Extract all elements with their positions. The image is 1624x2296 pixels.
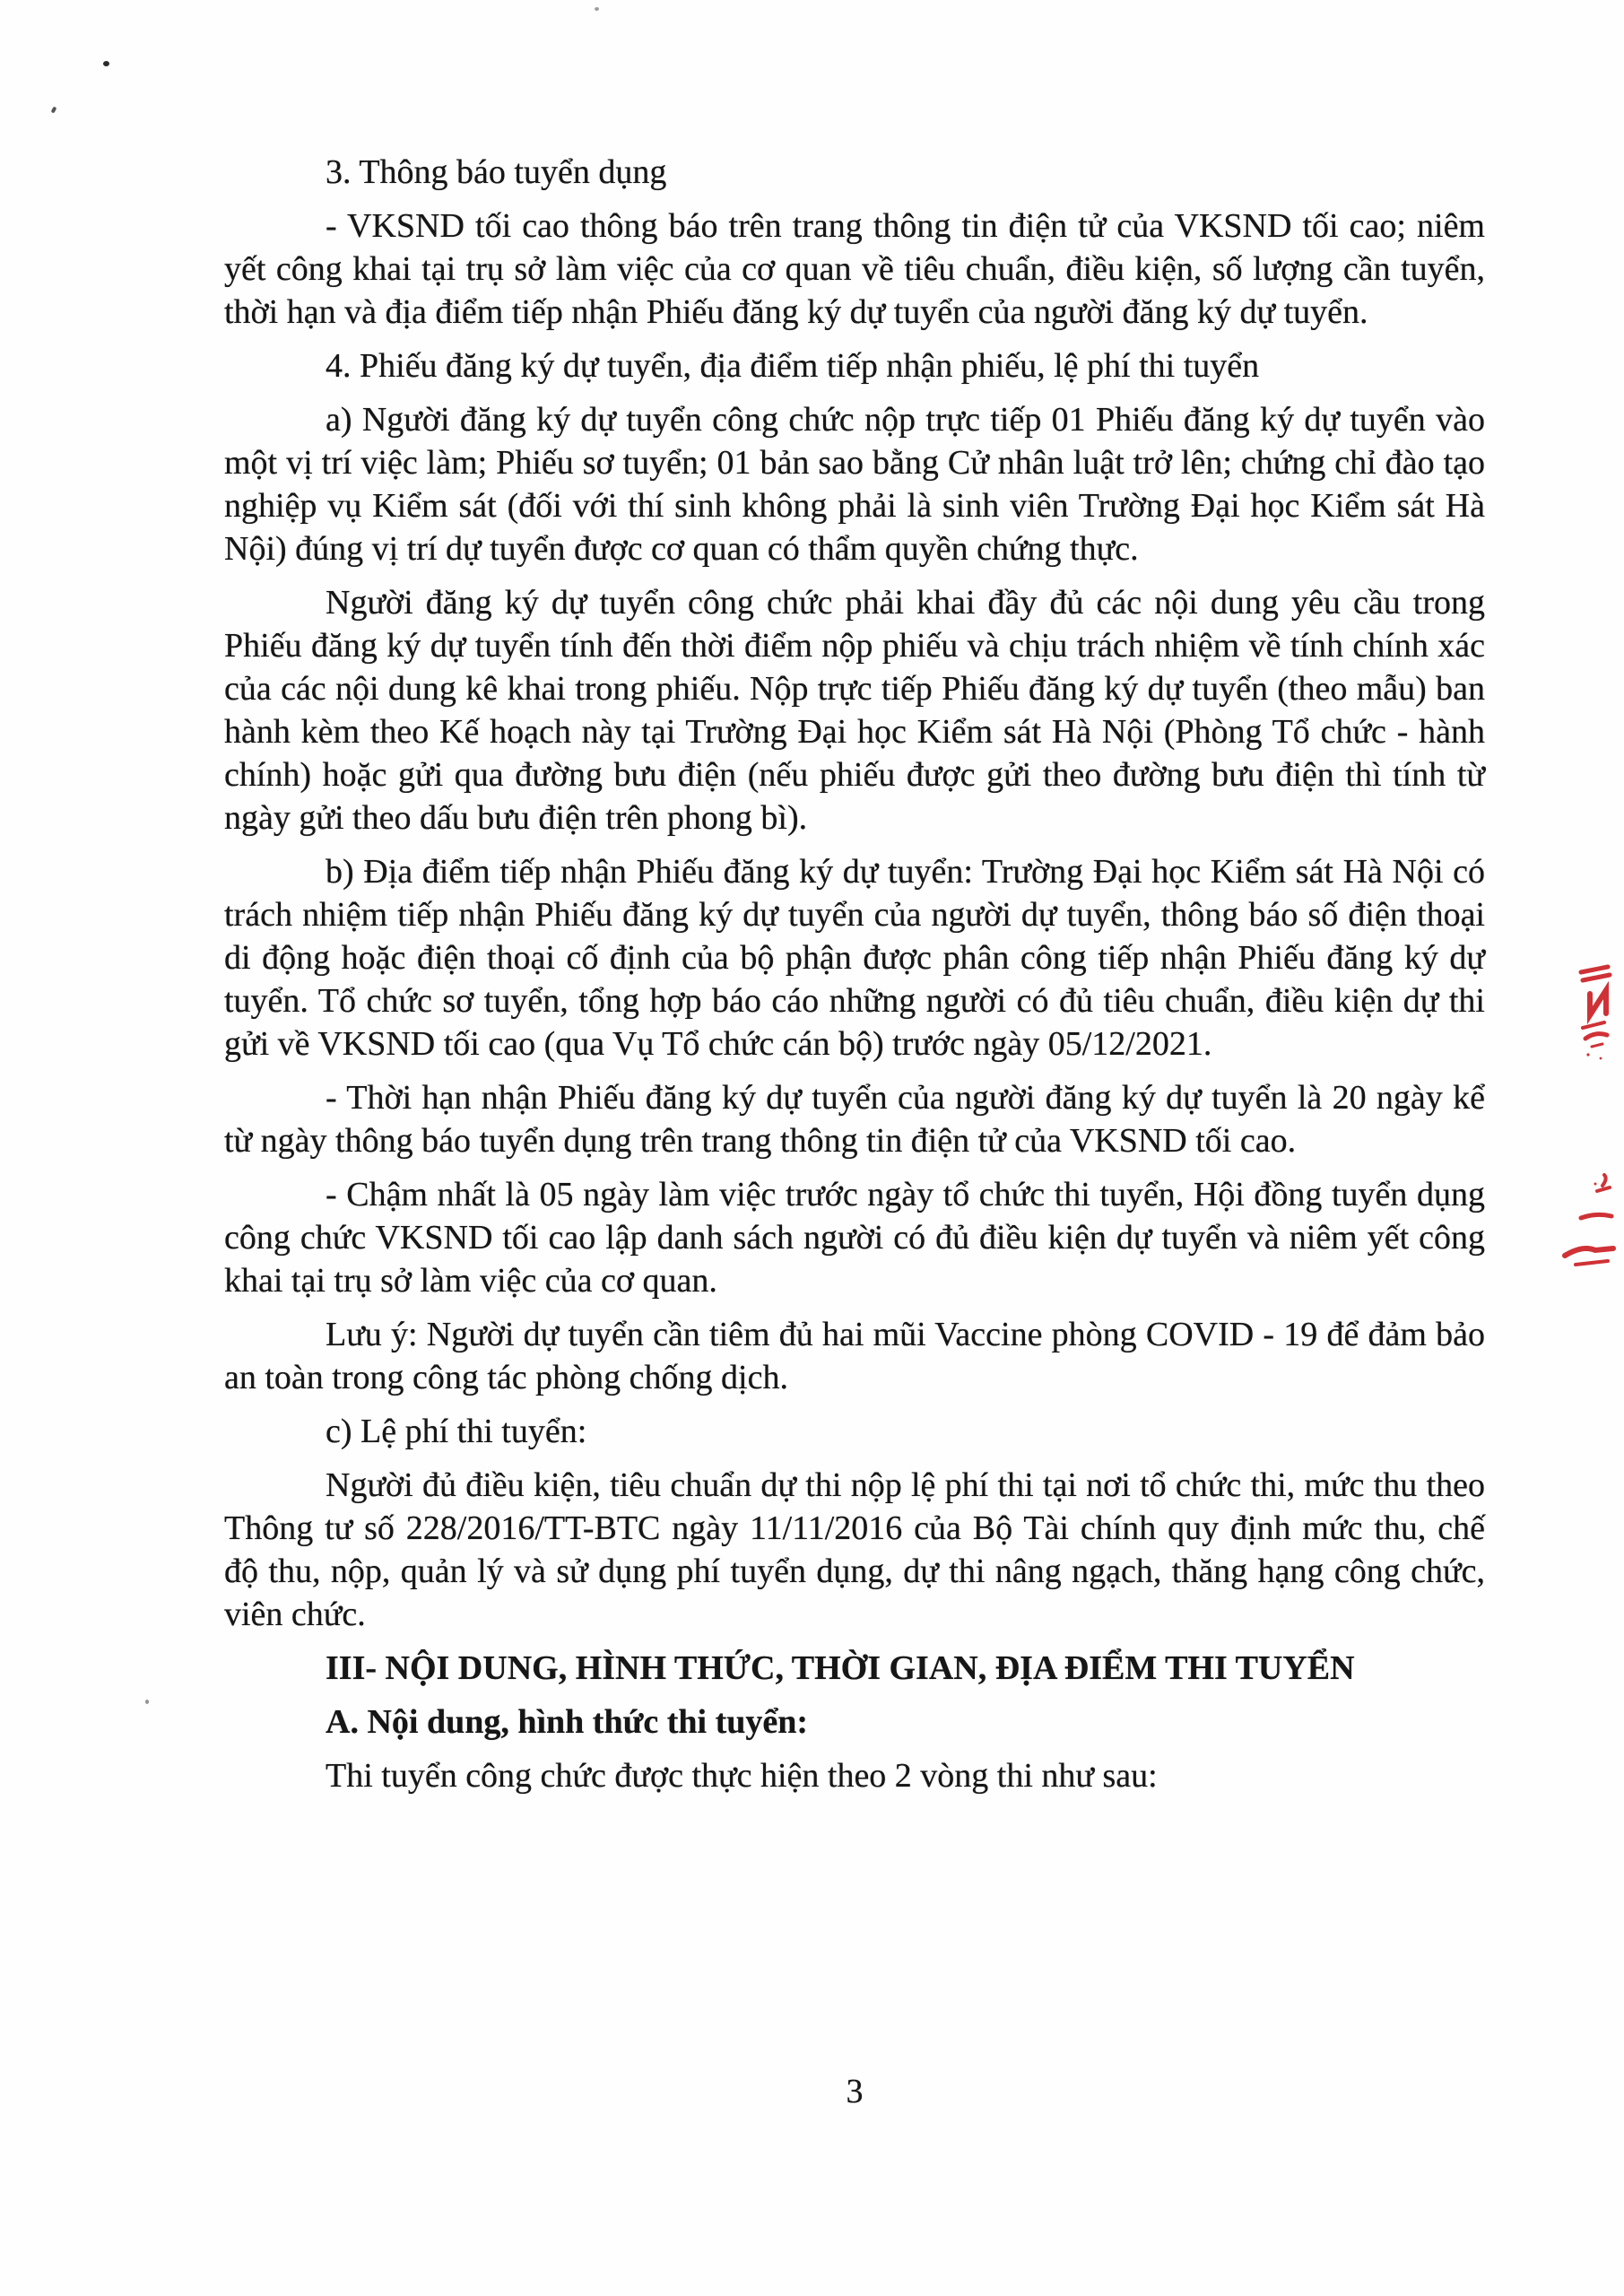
heading-section-3-notification: 3. Thông báo tuyển dụng: [326, 153, 667, 191]
para-vksnd-announcement: - VKSND tối cao thông báo trên trang thông tin điện tử của VKSND tối cao; niêm yết công khai tại trụ sở làm việc của cơ quan về tiêu chuẩn, điều kiện, số lượng cần tuyển, thời hạn và địa điểm tiếp nhận Phiếu đăng ký dự tuyển của người đăng ký dự tuyển.: [224, 207, 1485, 331]
heading-a-exam-content: A. Nội dung, hình thức thi tuyển:: [326, 1703, 809, 1741]
para-note-vaccine: Lưu ý: Người dự tuyển cần tiêm đủ hai mũi Vaccine phòng COVID - 19 để đảm bảo an toàn trong công tác phòng chống dịch.: [224, 1316, 1485, 1396]
scan-speck: [145, 1700, 149, 1704]
red-margin-scribble-lower: [1565, 1175, 1613, 1265]
para-b-receiving-location: b) Địa điểm tiếp nhận Phiếu đăng ký dự tuyển: Trường Đại học Kiểm sát Hà Nội có trách nhiệm tiếp nhận Phiếu đăng ký dự tuyển của người dự tuyển, thông báo số điện thoại di động hoặc điện thoại cố định của bộ phận được phân công tiếp nhận Phiếu đăng ký dự tuyển. Tổ chức sơ tuyển, tổng hợp báo cáo những người có đủ tiêu chuẩn, điều kiện dự thi gửi về VKSND tối cao (qua Vụ Tổ chức cán bộ) trước ngày 05/12/2021.: [224, 853, 1485, 1063]
para-two-rounds: Thi tuyển công chức được thực hiện theo 2 vòng thi như sau:: [326, 1757, 1158, 1795]
red-margin-scribble-upper: [1581, 967, 1610, 1059]
para-a-application-documents: a) Người đăng ký dự tuyển công chức nộp trực tiếp 01 Phiếu đăng ký dự tuyển vào một vị trí việc làm; Phiếu sơ tuyển; 01 bản sao bằng Cử nhân luật trở lên; chứng chỉ đào tạo nghiệp vụ Kiểm sát (đối với thí sinh không phải là sinh viên Trường Đại học Kiểm sát Hà Nội) đúng vị trí dự tuyển được cơ quan có thẩm quyền chứng thực.: [224, 401, 1485, 568]
scan-speck: [103, 61, 109, 66]
heading-section-4-application: 4. Phiếu đăng ký dự tuyển, địa điểm tiếp nhận phiếu, lệ phí thi tuyển: [326, 347, 1260, 385]
page-number: 3: [846, 2073, 864, 2110]
heading-c-exam-fee: c) Lệ phí thi tuyển:: [326, 1413, 587, 1450]
para-fee-details: Người đủ điều kiện, tiêu chuẩn dự thi nộp lệ phí thi tại nơi tổ chức thi, mức thu theo Thông tư số 228/2016/TT-BTC ngày 11/11/2016 của Bộ Tài chính quy định mức thu, chế độ thu, nộp, quản lý và sử dụng phí tuyển dụng, dự thi nâng ngạch, thăng hạng công chức, viên chức.: [224, 1466, 1485, 1633]
scan-speck: [595, 7, 599, 11]
red-margin-annotation: [1556, 960, 1624, 1283]
heading-section-iii: III- NỘI DUNG, HÌNH THỨC, THỜI GIAN, ĐỊA ĐIỂM THI TUYỂN: [326, 1649, 1355, 1687]
document-body: [224, 151, 1485, 1808]
para-application-declaration: Người đăng ký dự tuyển công chức phải khai đầy đủ các nội dung yêu cầu trong Phiếu đăng ký dự tuyển tính đến thời điểm nộp phiếu và chịu trách nhiệm về tính chính xác của các nội dung kê khai trong phiếu. Nộp trực tiếp Phiếu đăng ký dự tuyển (theo mẫu) ban hành kèm theo Kế hoạch này tại Trường Đại học Kiểm sát Hà Nội (Phòng Tổ chức - hành chính) hoặc gửi qua đường bưu điện (nếu phiếu được gửi theo đường bưu điện thì tính từ ngày gửi theo dấu bưu điện trên phong bì).: [224, 584, 1485, 837]
para-deadline-20-days: - Thời hạn nhận Phiếu đăng ký dự tuyển của người đăng ký dự tuyển là 20 ngày kể từ ngày thông báo tuyển dụng trên trang thông tin điện tử của VKSND tối cao.: [224, 1079, 1485, 1160]
para-latest-05-days: - Chậm nhất là 05 ngày làm việc trước ngày tổ chức thi tuyển, Hội đồng tuyển dụng công chức VKSND tối cao lập danh sách người có đủ điều kiện dự tuyển và niêm yết công khai tại trụ sở làm việc của cơ quan.: [224, 1176, 1485, 1300]
scan-speck: [51, 106, 57, 113]
